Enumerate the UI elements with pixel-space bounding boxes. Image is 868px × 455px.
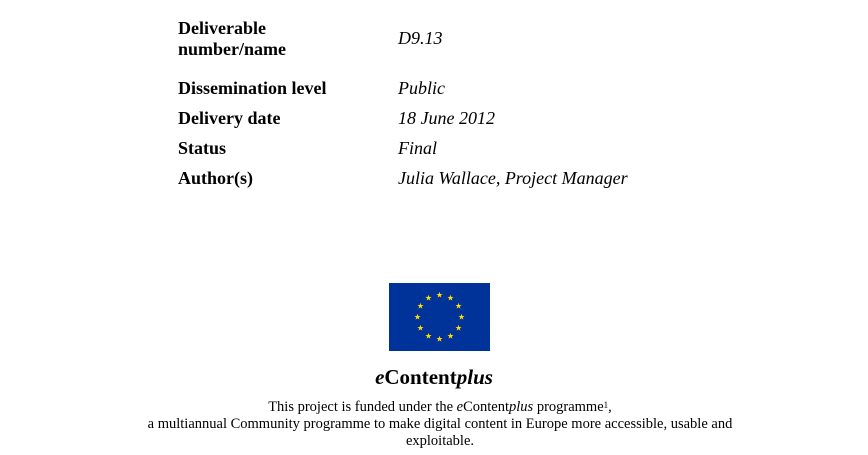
metadata-row-authors bbox=[178, 168, 778, 228]
flag-star bbox=[436, 336, 442, 342]
dissemination-value: Public bbox=[398, 78, 445, 98]
metadata-row-dissemination bbox=[178, 68, 778, 108]
funding-line-1: This project is funded under the eContentplus programme$^1$, bbox=[268, 399, 612, 415]
flag-star bbox=[456, 325, 462, 331]
econtentplus-logo-text bbox=[0, 364, 868, 390]
deliverable-metadata-table bbox=[178, 18, 778, 228]
flag-star bbox=[447, 295, 453, 301]
flag-star bbox=[425, 333, 431, 339]
funding-statement bbox=[120, 399, 760, 450]
flag-star bbox=[414, 314, 420, 320]
flag-star bbox=[458, 314, 464, 320]
authors-value: Julia Wallace, Project Manager bbox=[398, 168, 628, 188]
footnote-marker: 1 bbox=[603, 400, 609, 410]
status-value: Final bbox=[398, 138, 437, 158]
flag-star bbox=[425, 295, 431, 301]
funding-line-2: a multiannual Community programme to make digital content in Europe more accessible, usable and exploitable. bbox=[147, 416, 733, 449]
dissemination-label: Dissemination level bbox=[178, 78, 327, 98]
status-label: Status bbox=[178, 138, 227, 158]
metadata-row-deliverable bbox=[178, 18, 778, 68]
deliverable-label: Deliverable number/name bbox=[178, 18, 286, 59]
authors-label: Author(s) bbox=[178, 168, 253, 188]
flag-star bbox=[447, 333, 453, 339]
brand-suffix: plus bbox=[456, 365, 493, 389]
deliverable-value: D9.13 bbox=[398, 28, 443, 48]
brand-prefix: e bbox=[375, 365, 385, 389]
flag-star bbox=[417, 303, 423, 309]
brand-main: Content bbox=[384, 365, 457, 389]
flag-star bbox=[436, 292, 442, 298]
flag-star bbox=[417, 325, 423, 331]
eu-flag-icon bbox=[389, 283, 490, 351]
flag-star bbox=[456, 303, 462, 309]
delivery-date-label: Delivery date bbox=[178, 108, 281, 128]
eu-flag-stars bbox=[389, 283, 490, 351]
delivery-date-value: 18 June 2012 bbox=[398, 108, 495, 128]
